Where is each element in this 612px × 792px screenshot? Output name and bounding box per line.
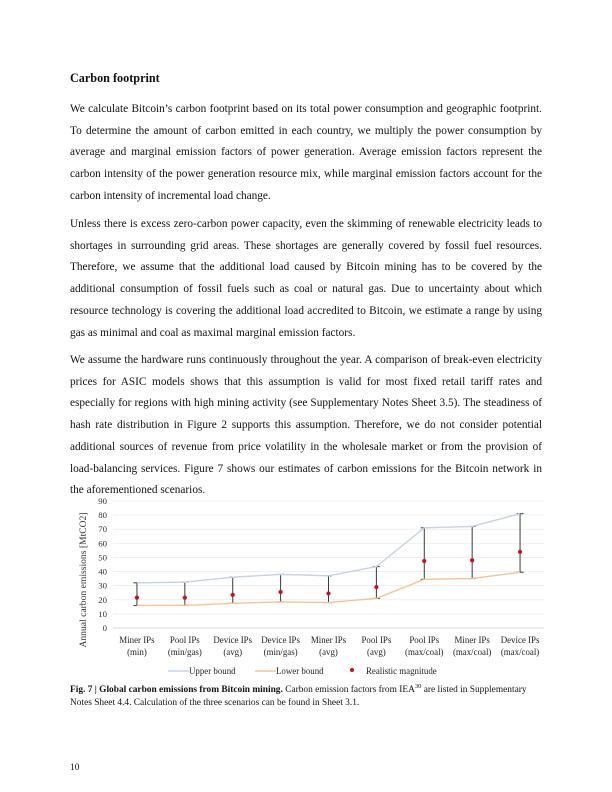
caption-label: Fig. 7 | Global carbon emissions from Bitcoin mining.	[70, 685, 283, 695]
data-series	[133, 514, 523, 606]
realistic-magnitude-point	[231, 593, 235, 597]
x-tick-label: Device IPs	[261, 635, 300, 645]
y-tick-labels	[98, 496, 107, 633]
realistic-magnitude-point	[518, 550, 522, 554]
y-tick-label: 40	[98, 566, 107, 577]
y-tick-label: 30	[98, 580, 107, 591]
upper-bound-line	[137, 514, 520, 583]
x-tick-label: (max/coal)	[500, 647, 540, 657]
x-tick-label: (min)	[127, 647, 147, 657]
legend-realistic-magnitude-label: Realistic magnitude	[366, 666, 437, 677]
x-tick-label: (max/coal)	[452, 647, 492, 657]
legend-upper-bound-label: Upper bound	[189, 666, 236, 677]
caption-text-continued: are listed in Supplementary Notes Sheet 4.4. Calculation of the three scenarios can be found in Sheet 3.1.	[70, 685, 527, 708]
x-tick-label: Device IPs	[213, 635, 253, 645]
x-tick-label: Pool IPs	[169, 635, 200, 645]
x-tick-labels	[119, 635, 540, 657]
section-heading: Carbon footprint	[70, 71, 160, 85]
x-tick-label: Miner IPs	[310, 635, 347, 645]
y-axis-label: Annual carbon emissions [MtCO2]	[78, 512, 89, 648]
x-tick-label: (max/coal)	[405, 647, 444, 657]
y-tick-label: 10	[98, 608, 107, 619]
x-tick-label: Pool IPs	[361, 635, 392, 645]
realistic-magnitude-point	[183, 596, 187, 600]
x-tick-label: (avg)	[367, 647, 386, 657]
gridlines	[113, 501, 544, 628]
x-tick-label: Miner IPs	[454, 635, 490, 645]
x-tick-label: (min/gas)	[263, 647, 298, 657]
realistic-magnitude-point	[374, 585, 378, 589]
paragraph: We assume the hardware runs continuously throughout the year. A comparison of break-even electricity prices for ASIC models shows that this assumption is valid for most fixed retail tariff rates and especially for regions with high mining activity (see Supplementary Notes Sheet 3.5). The steadiness of hash rate distribution in Figure 2 supports this assumption. Therefore, we do not consider potential additional sources of revenue from price volatility in the wholesale market or from the provision of load-balancing services. Figure 7 shows our estimates of carbon emissions for the Bitcoin network in the aforementioned scenarios.	[70, 354, 542, 497]
figure-caption	[70, 684, 542, 710]
x-tick-label: (min/gas)	[167, 647, 202, 657]
x-tick-label: Pool IPs	[409, 635, 440, 645]
realistic-magnitude-point	[470, 558, 474, 562]
caption-text: Carbon emission factors from IEA	[282, 685, 415, 695]
x-tick-label: Device IPs	[500, 635, 540, 645]
x-tick-label: Miner IPs	[119, 635, 155, 645]
x-tick-label: (avg)	[223, 647, 243, 657]
realistic-magnitude-point	[279, 590, 283, 594]
realistic-magnitude-point	[326, 591, 330, 595]
paragraph: We calculate Bitcoin’s carbon footprint based on its total power consumption and geographic footprint. To determine the amount of carbon emitted in each country, we multiply the power consumption by average and marginal emission factors of power generation. Average emission factors represent the carbon intensity of the power generation resource mix, while marginal emission factors account for the carbon intensity of incremental load change.	[70, 103, 542, 202]
paragraph: Unless there is excess zero-carbon power capacity, even the skimming of renewable electricity leads to shortages in surrounding grid areas. These shortages are generally covered by fossil fuel resources. Therefore, we assume that the additional load caused by Bitcoin mining has to be covered by the additional consumption of fossil fuels such as coal or natural gas. Due to uncertainty about which resource technology is covering the additional load accredited to Bitcoin, we estimate a range by using gas as minimal and coal as maximal marginal emission factors.	[70, 218, 542, 339]
y-tick-label: 80	[98, 510, 107, 521]
legend	[168, 666, 437, 676]
y-tick-label: 50	[98, 552, 107, 563]
y-tick-label: 60	[98, 538, 107, 549]
legend-realistic-magnitude-swatch	[350, 668, 354, 672]
y-tick-label: 70	[98, 524, 107, 535]
legend-lower-bound-label: Lower bound	[276, 666, 324, 677]
x-tick-label: (avg)	[319, 647, 338, 657]
caption-reference: 30	[414, 682, 422, 690]
realistic-magnitude-point	[422, 559, 426, 563]
realistic-magnitude-point	[135, 596, 139, 600]
y-tick-label: 0	[102, 623, 107, 633]
page-number: 10	[70, 763, 80, 773]
y-tick-label: 90	[98, 496, 107, 506]
y-tick-label: 20	[98, 594, 107, 605]
